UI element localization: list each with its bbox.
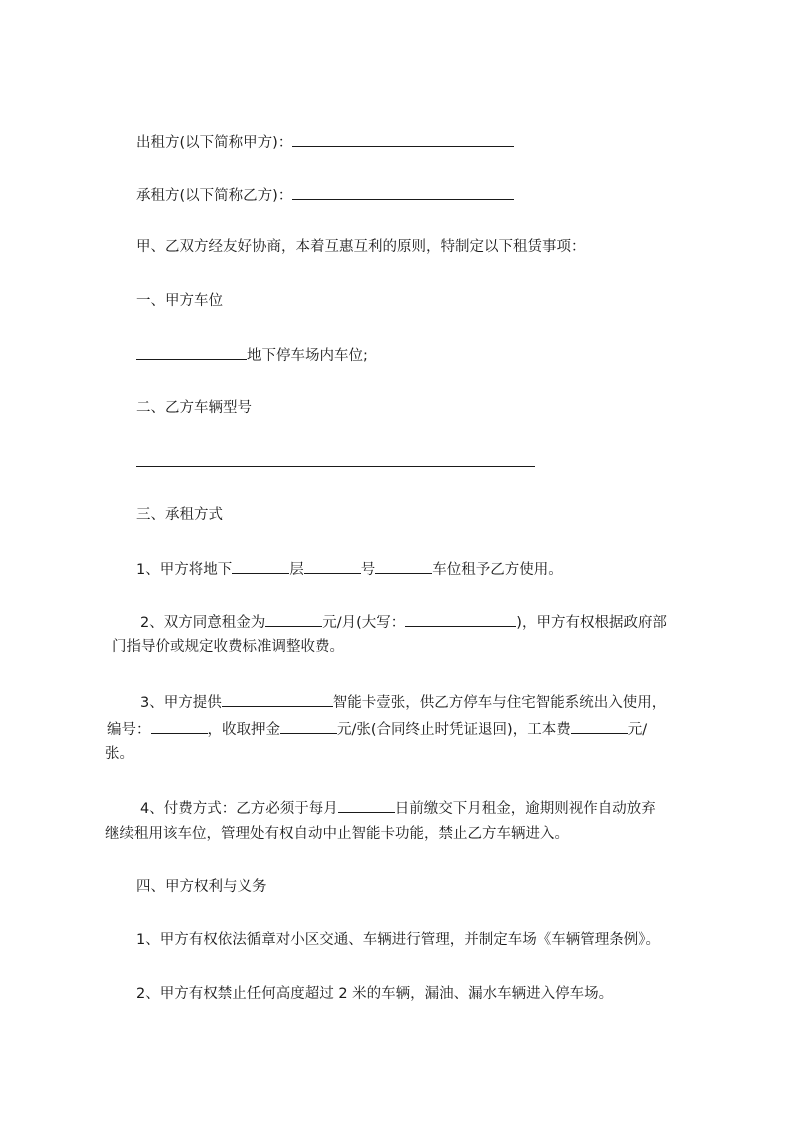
lessee-line [136,184,514,206]
item1-text-c: 号 [360,562,376,578]
space-blank [375,558,432,574]
payment-day-blank [338,797,395,813]
section2-heading: 二、乙方车辆型号 [136,400,252,416]
vehicle-model-blank [136,451,535,467]
preamble: 甲、乙双方经友好协商，本着互惠互利的原则，特制定以下租赁事项： [136,239,586,255]
item1-text-d: 车位租予乙方使用。 [432,562,563,578]
section3-item4-line1 [140,797,656,819]
vehicle-model-line [136,451,535,473]
number-blank [304,558,361,574]
deposit-blank [280,718,337,734]
section3-item2-line2: 门指导价或规定收费标准调整收费。 [112,639,344,655]
rent-amount-blank [265,611,322,627]
parking-location-blank [136,344,247,360]
section1-heading: 一、甲方车位 [136,293,223,309]
card-blank [222,691,333,707]
section3-item3-line3: 张。 [105,746,134,762]
section3-item3-line1 [140,691,666,713]
item3-text-c: 编号： [107,722,151,738]
section3-item4-line2: 继续租用该车位，管理处有权自动中止智能卡功能，禁止乙方车辆进入。 [105,826,569,842]
item3-text-d: ，收取押金 [207,722,280,738]
section3-item2-line1 [140,611,667,633]
item2-text-c: )，甲方有权根据政府部 [516,615,667,631]
lessor-blank [292,131,514,147]
lessee-blank [292,184,514,200]
item4-text-b: 日前缴交下月租金，逾期则视作自动放弃 [394,801,656,817]
section4-item2: 2、甲方有权禁止任何高度超过 2 米的车辆，漏油、漏水车辆进入停车场。 [136,986,614,1002]
item3-text-a: 3、甲方提供 [140,695,222,711]
item3-text-f: 元/ [627,722,648,738]
item3-text-e: 元/张(合同终止时凭证退回)，工本费 [337,722,571,738]
item3-text-b: 智能卡壹张，供乙方停车与住宅智能系统出入使用， [332,695,667,711]
item1-text-b: 层 [289,562,304,578]
item2-text-a: 2、双方同意租金为 [140,615,266,631]
section3-heading: 三、承租方式 [136,507,223,523]
item2-text-b: 元/月(大写： [322,615,406,631]
fee-blank [571,718,628,734]
rent-capital-blank [405,611,516,627]
item1-text-a: 1、甲方将地下 [136,562,233,578]
floor-blank [232,558,289,574]
item4-text-a: 4、付费方式：乙方必须于每月 [140,801,338,817]
lessee-label: 承租方(以下简称乙方)： [136,188,293,204]
section4-item1: 1、甲方有权依法循章对小区交通、车辆进行管理，并制定车场《车辆管理条例》。 [136,932,660,948]
card-number-blank [151,718,208,734]
section1-line-suffix: 地下停车场内车位; [247,348,368,364]
section3-item1 [136,558,563,580]
lessor-label: 出租方(以下简称甲方)： [136,135,293,151]
section3-item3-line2 [107,718,647,740]
section1-line [136,344,368,366]
lessor-line [136,131,514,153]
section4-heading: 四、甲方权利与义务 [136,879,267,895]
